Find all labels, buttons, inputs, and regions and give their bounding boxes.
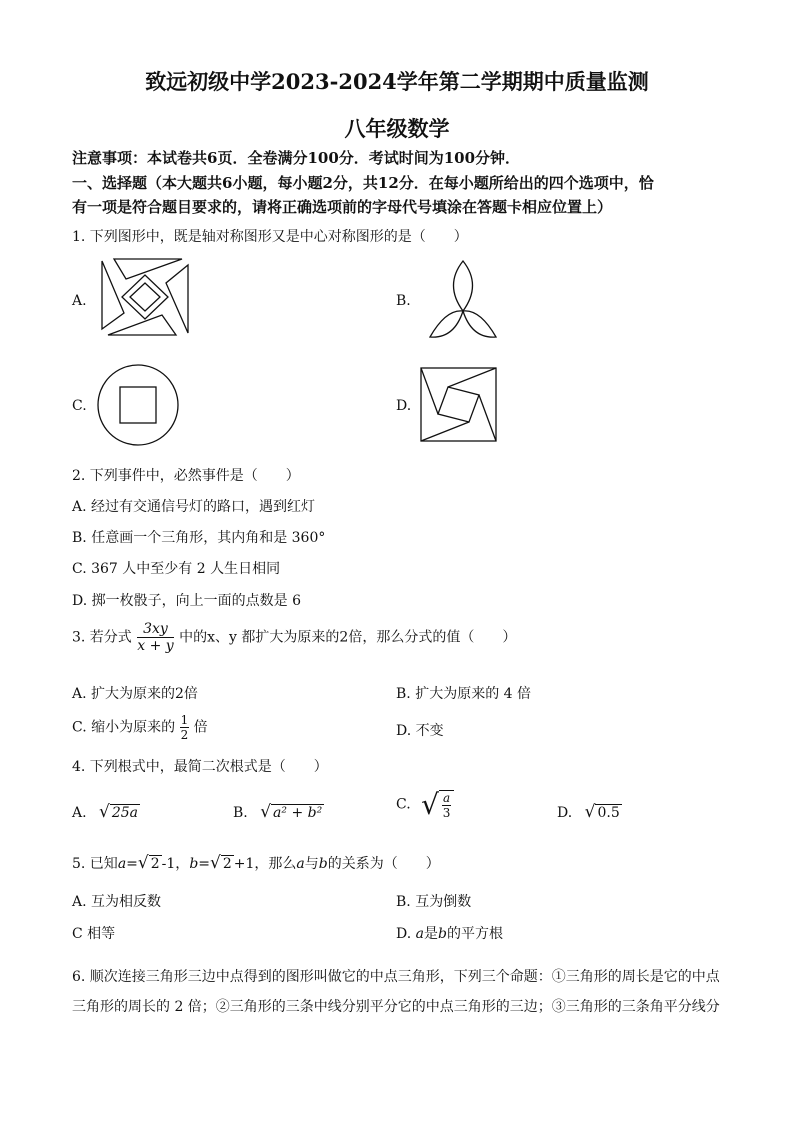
q5-option-d-prefix: D. [396, 926, 416, 942]
segment-4 [421, 422, 469, 441]
q5-var-a: a [117, 856, 127, 872]
section1-line1: 一、选择题（本大题共6小题，每小题2分，共12分．在每小题所给出的四个选项中，恰 [72, 174, 654, 192]
q2-option-c: C. 367 人中至少有 2 人生日相同 [72, 561, 281, 577]
q3-option-d: D. 不变 [396, 723, 444, 739]
q3-option-c [72, 714, 208, 741]
segment-2 [448, 368, 496, 387]
q5-stem [72, 853, 440, 873]
trefoil-petal-top [454, 261, 473, 311]
q3-option-c-suffix: 倍 [193, 719, 208, 736]
square-in-square-figure [420, 367, 498, 443]
q5-option-d [396, 923, 503, 943]
q4-option-b-label: B. [233, 805, 248, 821]
radical-sign: √ [99, 802, 110, 822]
q4-option-b-radicand: a² + b² [273, 805, 323, 821]
outer-square [421, 368, 496, 441]
q4-option-a [72, 802, 140, 822]
q3-fraction [137, 622, 173, 653]
q4-option-c-fraction [439, 790, 454, 819]
q2-stem: 2. 下列事件中，必然事件是（ ） [72, 468, 300, 484]
pinwheel-figure [100, 257, 190, 337]
q5-option-b: B. 互为倒数 [396, 894, 472, 910]
q4-option-c-denominator: 3 [442, 806, 451, 820]
q3-suffix: 中的x、y 都扩大为原来的2倍，那么分式的值（ ） [179, 629, 517, 646]
q4-option-a-radicand: 25a [111, 805, 139, 821]
q4-option-d-radicand: 0.5 [597, 805, 620, 821]
q1-option-b-label: B. [396, 293, 411, 309]
q3-fraction-numerator: 3xy [137, 622, 173, 638]
q6-line2: 三角形的周长的 2 倍；②三角形的三条中线分别平分它的中点三角形的三边；③三角形的三条角平分线分 [72, 999, 720, 1015]
q1-option-d-label: D. [396, 398, 412, 414]
q5-text-1: 5. 已知 [72, 856, 118, 872]
circle-with-square-figure [97, 364, 181, 448]
inner-square [120, 387, 156, 423]
q5-option-d-var-b: b [438, 926, 447, 942]
notice: 注意事项：本试卷共6页．全卷满分100分．考试时间为100分钟． [72, 149, 521, 167]
q5-option-d-suffix: 的平方根 [446, 926, 503, 942]
exam-title: 致远初级中学2023-2024学年第二学期期中质量监测 [145, 69, 649, 94]
q2-option-b: B. 任意画一个三角形，其内角和是 360° [72, 530, 326, 546]
pinwheel-blade-right [166, 265, 188, 333]
q5-option-d-var-a: a [415, 926, 424, 942]
radical-sign: √ [421, 787, 439, 821]
radical-sign: √ [210, 853, 221, 873]
q3-option-c-fraction [180, 714, 190, 741]
q5-text-2: = [126, 856, 138, 872]
q4-option-c-label: C. [396, 796, 411, 813]
q3-fraction-denominator: x + y [137, 638, 174, 654]
pinwheel-blade-top [114, 259, 182, 279]
q4-option-c-numerator: a [442, 791, 451, 805]
pinwheel-center-square [122, 275, 168, 319]
exam-subtitle: 八年级数学 [344, 116, 450, 141]
q3-option-c-numerator: 1 [180, 713, 189, 727]
q5-option-c: C 相等 [72, 926, 116, 942]
q3-option-a: A. 扩大为原来的2倍 [72, 686, 198, 702]
radical-sign: √ [137, 853, 149, 873]
q3-stem [72, 622, 516, 653]
q1-option-c-label: C. [72, 398, 87, 414]
q5-text-6: 与 [304, 856, 319, 872]
radical-sign: √ [584, 802, 596, 822]
q2-option-d: D. 掷一枚骰子，向上一面的点数是 6 [72, 593, 301, 609]
outer-circle [98, 365, 178, 445]
segment-1 [421, 368, 438, 414]
q3-option-c-prefix: C. 缩小为原来的 [72, 719, 176, 736]
q5-text-7: 的关系为（ ） [327, 856, 440, 872]
radical-sign: √ [260, 802, 272, 822]
q4-option-a-label: A. [72, 805, 87, 821]
q5-var-a-2: a [296, 856, 305, 872]
section1-line2: 有一项是符合题目要求的，请将正确选项前的字母代号填涂在答题卡相应位置上） [72, 198, 613, 216]
q5-var-b: b [189, 856, 199, 872]
q4-option-d [557, 802, 622, 822]
q1-stem: 1. 下列图形中，既是轴对称图形又是中心对称图形的是（ ） [72, 229, 468, 245]
q4-option-c [396, 787, 454, 821]
q5-text-4: = [198, 856, 211, 872]
q5-option-a: A. 互为相反数 [72, 894, 162, 910]
q4-option-d-label: D. [557, 805, 573, 821]
q5-var-b-2: b [318, 856, 328, 872]
q5-option-d-mid: 是 [424, 926, 438, 942]
segment-3 [479, 395, 496, 441]
q6-line1: 6. 顺次连接三角形三边中点得到的图形叫做它的中点三角形，下列三个命题：①三角形的周长是它的中点 [72, 969, 720, 985]
q3-option-c-denominator: 2 [180, 728, 189, 742]
pinwheel-inner-square [130, 283, 160, 311]
trefoil-petal-left [430, 311, 463, 337]
q2-option-a: A. 经过有交通信号灯的路口，遇到红灯 [72, 499, 316, 515]
q3-option-b: B. 扩大为原来的 4 倍 [396, 686, 531, 702]
q4-stem: 4. 下列根式中，最简二次根式是（ ） [72, 759, 328, 775]
trefoil-petal-right [463, 311, 496, 337]
inner-tilted-square [438, 387, 479, 422]
q3-prefix: 3. 若分式 [72, 629, 132, 646]
trefoil-figure [428, 259, 498, 341]
q5-text-3: -1， [161, 856, 190, 872]
q4-option-b [233, 802, 324, 822]
q5-radicand-1: 2 [150, 856, 160, 872]
q5-text-5: +1，那么 [233, 856, 297, 872]
q5-radicand-2: 2 [222, 856, 232, 872]
q1-option-a-label: A. [72, 293, 87, 309]
